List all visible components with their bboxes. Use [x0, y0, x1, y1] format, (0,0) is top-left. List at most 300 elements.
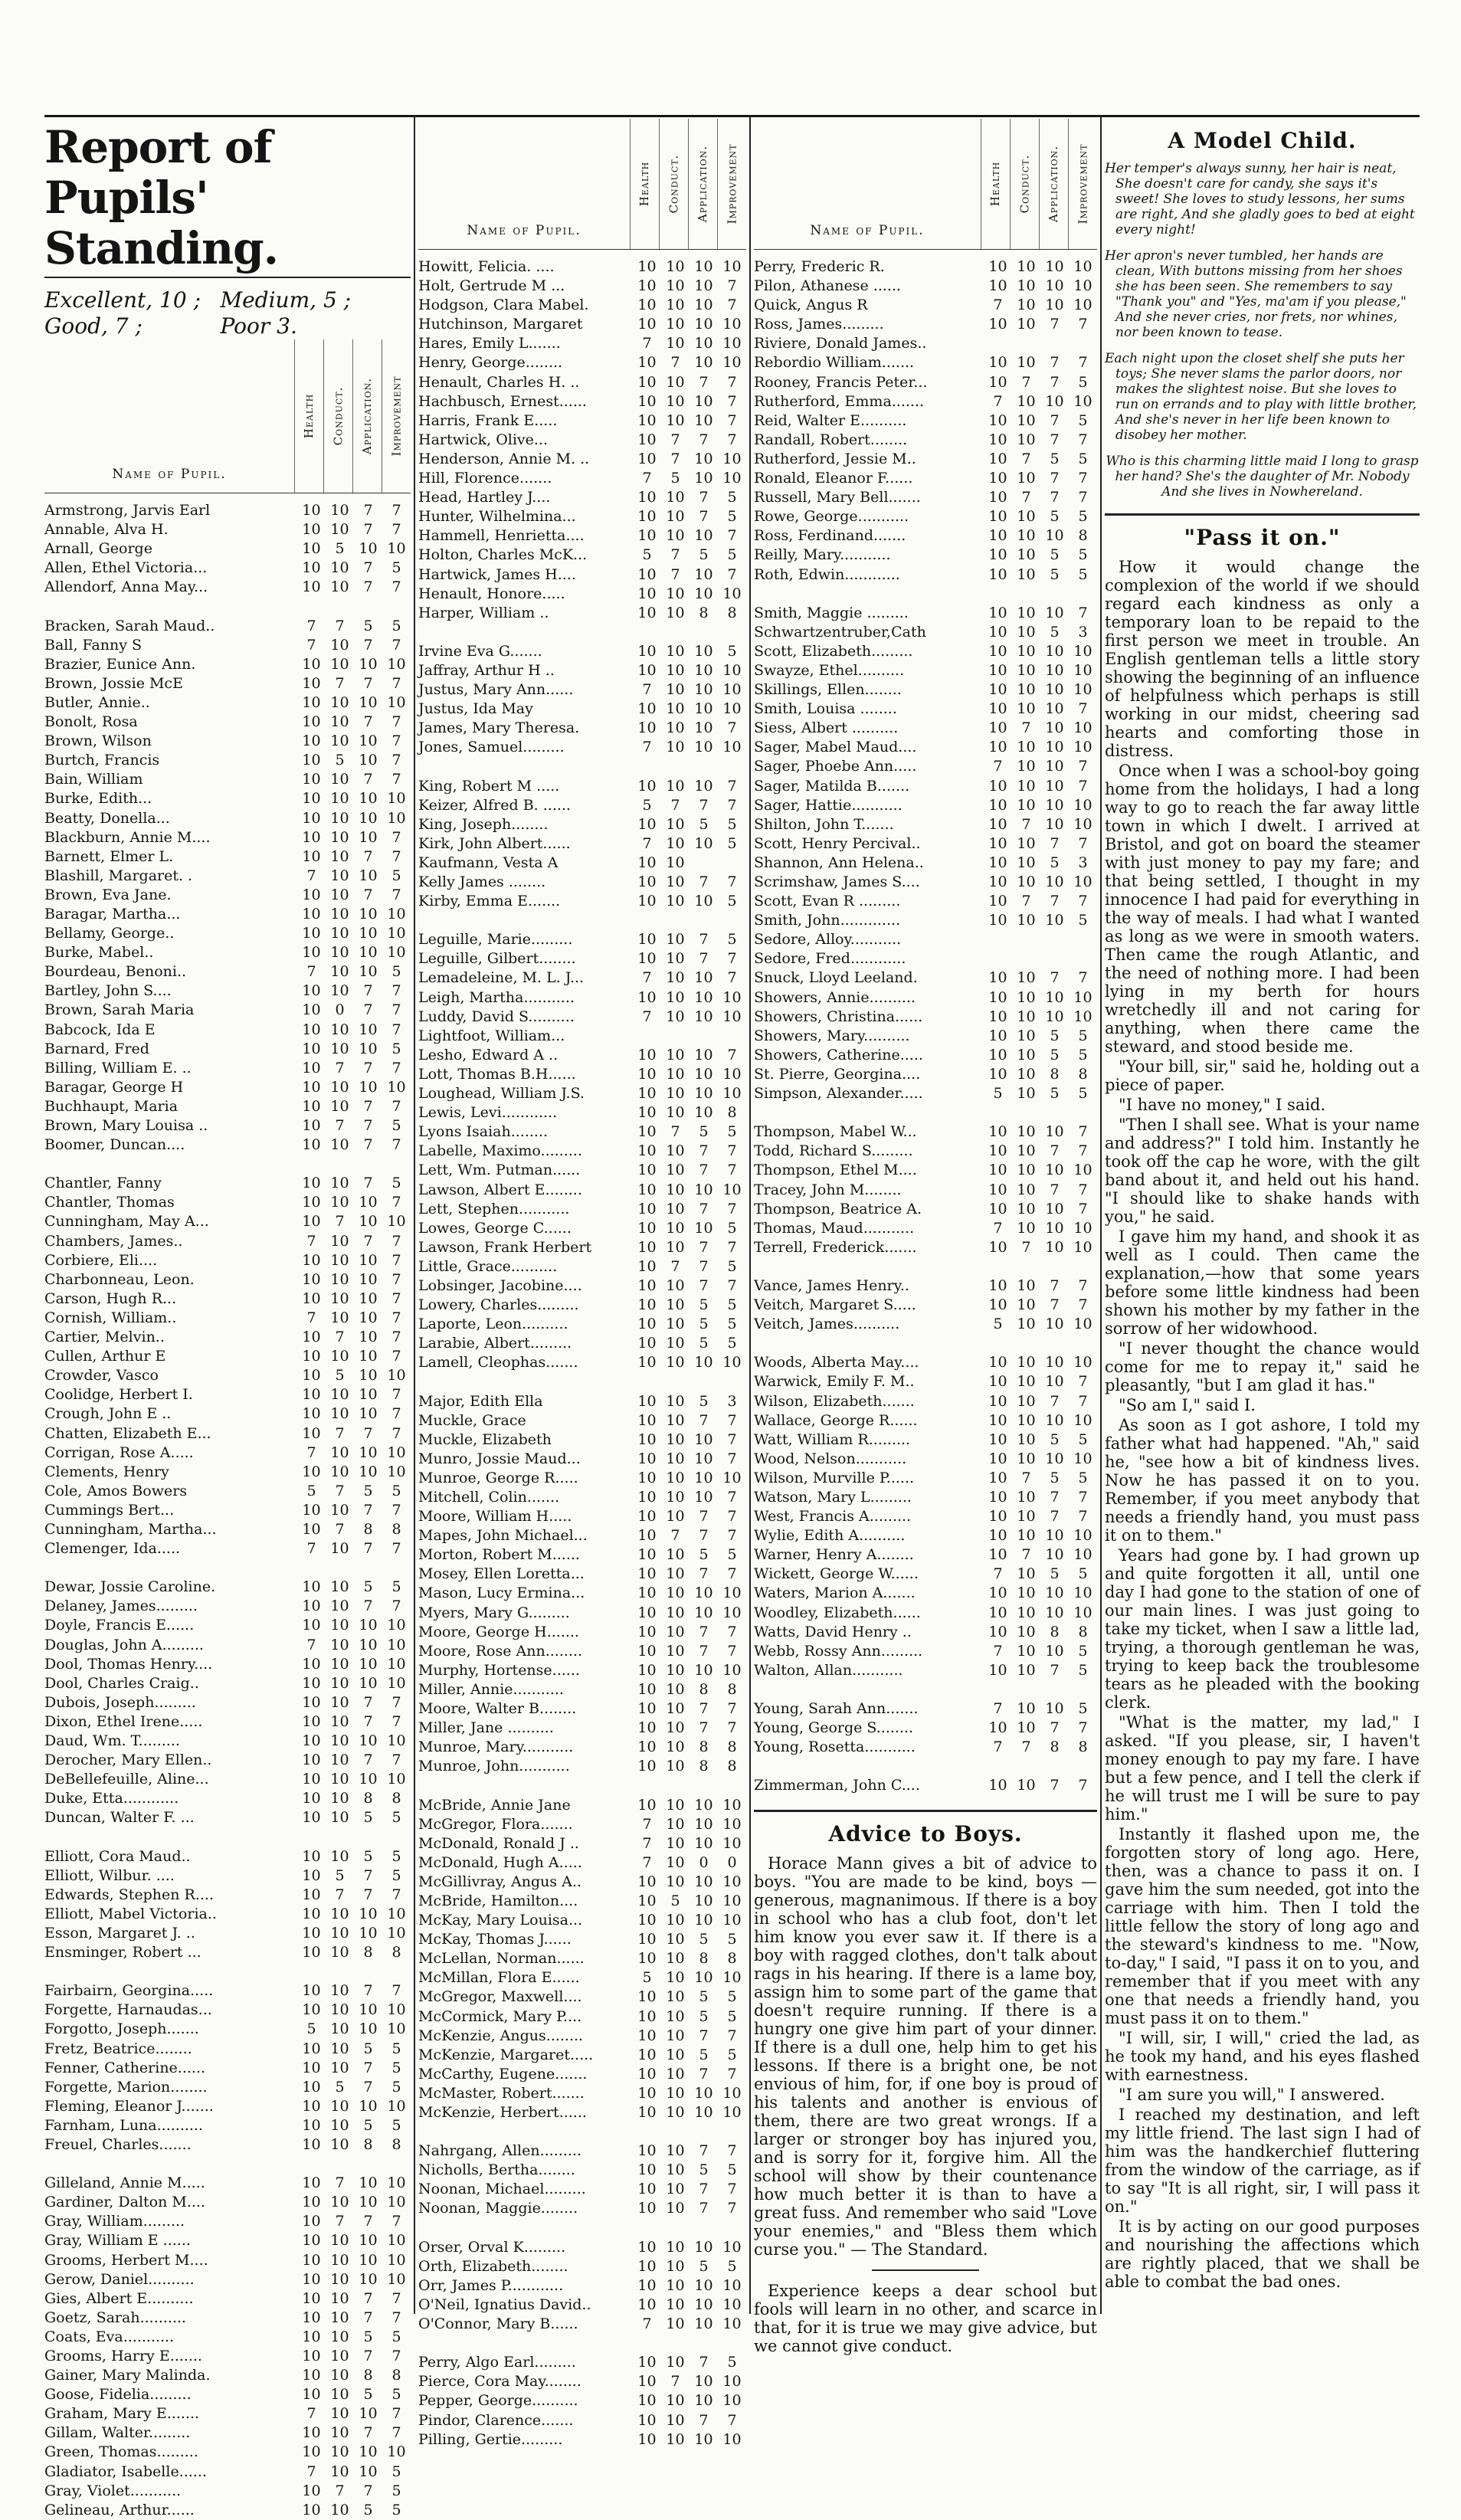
health-score: 10	[637, 1181, 657, 1198]
health-score: 10	[302, 1117, 321, 1134]
health-score: 7	[993, 1219, 1003, 1237]
conduct-score: 10	[1017, 1008, 1036, 1025]
pupil-name: Dool, Charles Craig..	[44, 1674, 199, 1692]
conduct-score: 10	[666, 1988, 685, 2006]
application-score: 10	[359, 1617, 378, 1634]
pass-it-on-body	[1105, 558, 1420, 2291]
improvement-score: 5	[1078, 1642, 1088, 1660]
pupil-row	[418, 2372, 746, 2391]
application-score: 8	[363, 1790, 373, 1807]
application-score: 5	[363, 2501, 373, 2518]
pupil-row	[754, 1161, 1097, 1180]
health-score: 10	[302, 1752, 321, 1769]
conduct-score: 7	[335, 2213, 345, 2230]
improvement-score: 8	[391, 1520, 401, 1538]
story-paragraph: It is by acting on our good purposes and nourishing the affections which are rightly placed, that we shall be able to combat the bad ones.	[1105, 2217, 1420, 2291]
improvement-score: 10	[722, 2084, 742, 2102]
improvement-score: 7	[727, 1046, 737, 1063]
pupil-name: Ensminger, Robert ...	[44, 1944, 201, 1961]
stories-column	[1105, 119, 1420, 2314]
conduct-score: 10	[666, 2084, 685, 2102]
spacer-row	[754, 585, 1097, 604]
pupil-name: McKenzie, Margaret.....	[418, 2046, 594, 2063]
pupil-row	[418, 1507, 746, 1526]
health-score: 10	[302, 1175, 321, 1192]
conduct-score: 10	[330, 2097, 349, 2115]
pupil-row	[44, 1732, 411, 1751]
pupil-row	[44, 539, 411, 559]
health-score: 10	[302, 2309, 321, 2326]
pupil-name: Fretz, Beatrice........	[44, 2040, 192, 2057]
application-score: 7	[1050, 1296, 1060, 1314]
column-divider	[749, 115, 751, 2314]
improvement-score: 10	[387, 655, 406, 673]
application-score: 5	[1050, 1430, 1060, 1448]
health-score: 10	[988, 1508, 1007, 1525]
conduct-score: 10	[1017, 1527, 1036, 1545]
pupil-row	[754, 450, 1097, 469]
conduct-score: 10	[666, 1834, 685, 1852]
pupil-name: Little, Grace..........	[418, 1257, 558, 1275]
conduct-score: 10	[330, 1021, 349, 1038]
application-score: 10	[359, 1674, 378, 1692]
conduct-score: 10	[330, 1636, 349, 1653]
conduct-score: 10	[330, 1097, 349, 1115]
health-score: 10	[637, 2257, 657, 2275]
health-score: 10	[637, 316, 657, 333]
conduct-score: 10	[1017, 681, 1036, 699]
conduct-score: 10	[1017, 1085, 1036, 1103]
conduct-score: 10	[330, 1578, 349, 1596]
improvement-score: 10	[1073, 1008, 1092, 1025]
improvement-score: 10	[1073, 297, 1092, 314]
application-score: 10	[694, 450, 713, 467]
application-score: 7	[1050, 1142, 1060, 1160]
application-score: 5	[699, 1988, 709, 2006]
improvement-score: 7	[1078, 1181, 1088, 1198]
pupil-name: Wilson, Elizabeth.......	[754, 1392, 915, 1410]
improvement-score: 7	[391, 1001, 401, 1019]
pupil-row	[754, 1276, 1097, 1296]
pupil-row	[754, 392, 1097, 411]
pupil-name: Thomas, Maud...........	[754, 1219, 915, 1237]
improvement-score: 10	[1073, 1354, 1092, 1371]
application-score: 10	[1045, 1700, 1064, 1718]
health-score: 10	[988, 1450, 1007, 1467]
poem-stanza: Her temper's always sunny, her hair is neat, She doesn't care for candy, she says it's sweet! She loves to study lessons, her sums are right, And she gladly goes to bed at eight every night!	[1105, 161, 1415, 238]
improvement-score: 7	[727, 373, 737, 391]
conduct-score: 10	[1017, 1450, 1036, 1467]
improvement-score: 7	[391, 847, 401, 865]
application-score: 10	[1045, 1123, 1064, 1141]
conduct-score: 10	[330, 578, 349, 596]
pupil-row	[418, 1545, 746, 1565]
application-score: 5	[1050, 450, 1060, 467]
application-score: 10	[694, 834, 713, 852]
application-score: 7	[363, 886, 373, 903]
pupil-name: Dubois, Joseph.........	[44, 1693, 196, 1711]
pupil-name: Ross, Ferdinand.......	[754, 527, 906, 545]
conduct-score: 10	[666, 661, 685, 679]
pupil-row	[44, 1539, 411, 1558]
health-score: 10	[988, 661, 1007, 679]
pupil-row	[754, 1545, 1097, 1565]
application-score: 7	[699, 1642, 709, 1660]
improvement-score: 10	[722, 661, 742, 679]
application-score: 10	[1045, 392, 1064, 410]
conduct-score: 10	[330, 636, 349, 654]
health-score: 10	[302, 771, 321, 788]
health-score: 10	[637, 392, 657, 410]
improvement-score: 10	[722, 2238, 742, 2256]
conduct-score: 10	[330, 1847, 349, 1865]
conduct-score: 10	[1017, 700, 1036, 718]
improvement-score: 7	[1078, 700, 1088, 718]
application-score: 10	[694, 258, 713, 275]
improvement-score: 10	[722, 470, 742, 487]
application-score: 5	[363, 1578, 373, 1596]
conduct-score: 10	[330, 905, 349, 922]
improvement-score: 7	[727, 1700, 737, 1718]
improvement-score: 7	[1078, 1200, 1088, 1217]
pupil-name: Pierce, Cora May........	[418, 2373, 581, 2391]
improvement-score: 8	[727, 1738, 737, 1756]
pupil-list	[418, 257, 746, 2450]
pupil-row	[418, 1122, 746, 1142]
pupil-row	[754, 526, 1097, 546]
health-score: 7	[993, 758, 1003, 775]
pupil-row	[44, 1693, 411, 1712]
pupil-row	[754, 565, 1097, 585]
application-score: 10	[359, 1040, 378, 1057]
health-score: 10	[988, 277, 1007, 295]
table-header	[754, 119, 1097, 250]
health-score: 10	[302, 2135, 321, 2153]
pupil-row	[418, 719, 746, 738]
pupil-row	[44, 1712, 411, 1732]
pupil-name: Cullen, Arthur E	[44, 1348, 166, 1365]
pupil-row	[44, 924, 411, 943]
conduct-score: 10	[1017, 1584, 1036, 1602]
legend-poor: Poor 3.	[220, 313, 297, 339]
improvement-score: 7	[391, 674, 401, 692]
conduct-score: 7	[335, 1117, 345, 1134]
pupil-name: Wilson, Murville P......	[754, 1469, 915, 1486]
improvement-score: 7	[391, 1424, 401, 1442]
pupil-row	[44, 905, 411, 924]
pupil-name: Riviere, Donald James..	[754, 335, 927, 352]
application-score: 7	[699, 1276, 709, 1294]
conduct-score: 10	[330, 732, 349, 750]
conduct-score: 10	[666, 1354, 685, 1371]
health-score: 10	[302, 2270, 321, 2288]
table-header	[418, 119, 746, 250]
application-score: 10	[694, 1834, 713, 1852]
pupil-row	[754, 796, 1097, 815]
health-score: 10	[637, 2007, 657, 2025]
application-score: 10	[359, 944, 378, 962]
improvement-score: 7	[391, 1059, 401, 1076]
conduct-score: 10	[1017, 1489, 1036, 1506]
improvement-score: 8	[727, 1950, 737, 1968]
conduct-score: 10	[330, 559, 349, 577]
application-score: 10	[359, 1213, 378, 1231]
improvement-score: 5	[1078, 1565, 1088, 1583]
pupil-row	[418, 815, 746, 834]
improvement-score: 5	[391, 2059, 401, 2076]
conduct-score: 7	[1021, 1546, 1031, 1564]
advice-note-paragraph: Experience keeps a dear school but fools will learn in no other, and scarce in that, for it is true we may give advice, but we cannot give conduct.	[754, 2281, 1097, 2355]
health-score: 10	[637, 1680, 657, 1698]
pupil-name: Thompson, Beatrice A.	[754, 1200, 922, 1217]
conduct-score: 10	[666, 1700, 685, 1718]
improvement-score: 10	[1073, 739, 1092, 756]
pupil-row	[754, 911, 1097, 930]
health-score: 10	[302, 1001, 321, 1019]
improvement-score: 7	[391, 1232, 401, 1250]
pupil-name: Harris, Frank E.....	[418, 411, 558, 429]
conduct-score: 10	[1017, 1046, 1036, 1063]
health-score: 10	[988, 1527, 1007, 1545]
health-score: 10	[988, 642, 1007, 660]
improvement-score: 5	[391, 2482, 401, 2499]
pupil-row	[418, 296, 746, 315]
application-score: 7	[1050, 431, 1060, 448]
health-score: 10	[988, 604, 1007, 621]
health-score: 10	[302, 1655, 321, 1673]
health-score: 10	[637, 277, 657, 295]
improvement-score: 5	[727, 1546, 737, 1564]
pupil-row	[418, 1008, 746, 1027]
pupil-row	[754, 1469, 1097, 1488]
improvement-score: 10	[387, 809, 406, 827]
application-score: 7	[699, 2411, 709, 2429]
conduct-score: 10	[666, 2257, 685, 2275]
conduct-score: 10	[666, 2046, 685, 2063]
pupil-row	[418, 392, 746, 411]
story-paragraph: "I will, sir, I will," cried the lad, as he took my hand, and his eyes flashed with earnestness.	[1105, 2029, 1420, 2084]
application-score: 10	[359, 1348, 378, 1365]
conduct-score: 10	[330, 1270, 349, 1288]
pupil-name: Elliott, Mabel Victoria..	[44, 1905, 217, 1922]
pupil-name: Gray, Violet...........	[44, 2482, 182, 2499]
health-score: 10	[637, 1988, 657, 2006]
conduct-score: 7	[335, 1520, 345, 1538]
application-score: 7	[1050, 470, 1060, 487]
improvement-score: 7	[727, 411, 737, 429]
pupil-row	[418, 2103, 746, 2122]
application-score: 7	[363, 2482, 373, 2499]
improvement-score: 5	[727, 546, 737, 564]
pupil-name: Moore, William H.....	[418, 1508, 572, 1525]
application-score: 5	[699, 2161, 709, 2179]
spacer-row	[754, 1757, 1097, 1776]
conduct-score: 10	[1017, 969, 1036, 987]
improvement-score: 7	[391, 2213, 401, 2230]
improvement-score: 7	[391, 1405, 401, 1423]
health-score: 10	[302, 1866, 321, 1884]
pupil-name: Wallace, George R......	[754, 1411, 918, 1429]
pupil-name: Smith, John.............	[754, 912, 901, 929]
pupil-row	[418, 1642, 746, 1661]
health-score: 10	[988, 1008, 1007, 1025]
pupil-row	[418, 968, 746, 988]
conduct-score: 10	[666, 2007, 685, 2025]
pupil-name: Sager, Phoebe Ann.....	[754, 758, 917, 775]
health-score: 5	[993, 1085, 1003, 1103]
pupil-row	[754, 334, 1097, 353]
pupil-name: King, Robert M .....	[418, 777, 560, 795]
pupil-name: Orth, Elizabeth........	[418, 2257, 568, 2275]
pupil-name: McDonald, Hugh A.....	[418, 1853, 582, 1871]
conduct-score: 10	[330, 2328, 349, 2345]
pupil-row	[754, 873, 1097, 892]
conduct-score: 10	[666, 2104, 685, 2121]
application-score: 5	[1050, 508, 1060, 526]
improvement-score: 5	[1078, 373, 1088, 391]
pupil-row	[44, 2463, 411, 2482]
health-score: 10	[988, 1777, 1007, 1794]
pupil-name: Butler, Annie..	[44, 693, 150, 711]
pupil-row	[418, 488, 746, 507]
health-score: 10	[302, 828, 321, 846]
pupil-row	[44, 2135, 411, 2155]
pupil-row	[44, 1097, 411, 1116]
improvement-score: 5	[391, 1175, 401, 1192]
pupil-name: Lemadeleine, M. L. J...	[418, 969, 585, 987]
pupil-name: Chambers, James..	[44, 1232, 183, 1250]
application-score: 7	[1050, 1777, 1060, 1794]
pupil-row	[418, 680, 746, 700]
pupil-row	[754, 1450, 1097, 1469]
health-score: 10	[637, 2238, 657, 2256]
pupil-row	[754, 854, 1097, 873]
improvement-score: 10	[722, 1661, 742, 1679]
pupil-row	[44, 1385, 411, 1404]
application-score: 7	[699, 2027, 709, 2044]
story-paragraph: "What is the matter, my lad," I asked. "If you please, sir, I haven't money enough to pay my fare. I have but a few pence, and I tell the clerk if he will trust me I will be sure to pay him."	[1105, 1713, 1420, 1824]
health-score: 10	[988, 739, 1007, 756]
conduct-score: 10	[330, 1982, 349, 2000]
pupil-row	[754, 892, 1097, 911]
pupil-name: Reilly, Mary...........	[754, 546, 891, 564]
pupil-row	[418, 2007, 746, 2027]
pupil-name: Major, Edith Ella	[418, 1392, 543, 1410]
spacer-row	[418, 2122, 746, 2142]
pupil-name: Burke, Mabel..	[44, 944, 154, 962]
application-score: 8	[699, 604, 709, 621]
improvement-score: 10	[1073, 392, 1092, 410]
improvement-score: 10	[722, 1181, 742, 1198]
pupil-row	[44, 2270, 411, 2289]
pupil-name: Kelly James ........	[418, 873, 546, 890]
improvement-score: 7	[1078, 777, 1088, 795]
improvement-score: 5	[727, 642, 737, 660]
pupil-name: Bartley, John S....	[44, 982, 172, 1000]
application-score: 7	[1050, 1661, 1060, 1679]
improvement-score: 7	[727, 431, 737, 448]
health-score: 10	[302, 1021, 321, 1038]
improvement-score: 10	[387, 1636, 406, 1653]
pupil-name: Pilon, Athanese ......	[754, 277, 902, 295]
improvement-score: 10	[722, 988, 742, 1006]
application-score: 10	[1045, 777, 1064, 795]
improvement-score: 7	[391, 2289, 401, 2307]
pupil-name: Swayze, Ethel..........	[754, 661, 905, 679]
pupil-row	[44, 1520, 411, 1539]
health-score: 5	[642, 1969, 652, 1987]
improvement-score: 7	[391, 2309, 401, 2326]
health-score: 10	[637, 1931, 657, 1948]
pupil-name: Gillam, Walter.........	[44, 2424, 191, 2442]
conduct-score: 10	[666, 1142, 685, 1160]
pupil-row	[754, 930, 1097, 949]
improvement-score: 7	[727, 1508, 737, 1525]
improvement-score: 10	[722, 258, 742, 275]
pupil-row	[44, 1655, 411, 1674]
conduct-score: 10	[666, 392, 685, 410]
conduct-score: 10	[330, 1194, 349, 1211]
pupil-name: Chatten, Elizabeth E...	[44, 1424, 211, 1442]
health-score: 7	[642, 681, 652, 699]
improvement-score: 5	[1078, 1085, 1088, 1103]
pupil-name: Mason, Lucy Ermina...	[418, 1584, 585, 1602]
application-score: 10	[694, 1969, 713, 1987]
pupil-name: Moore, Walter B........	[418, 1700, 577, 1718]
pupil-name: Showers, Annie..........	[754, 988, 916, 1006]
application-score: 5	[363, 1847, 373, 1865]
conduct-score: 10	[330, 925, 349, 942]
health-score: 10	[302, 502, 321, 519]
pupil-name: Lawson, Albert E........	[418, 1181, 582, 1198]
pupil-name: Sager, Mabel Maud....	[754, 739, 917, 756]
application-score: 10	[694, 2392, 713, 2410]
application-score: 7	[1050, 354, 1060, 372]
application-score: 10	[694, 1661, 713, 1679]
application-score: 10	[694, 1046, 713, 1063]
conduct-score: 10	[330, 2367, 349, 2384]
pupil-name: Baragar, Martha...	[44, 905, 181, 922]
improvement-score: 7	[1078, 1719, 1088, 1737]
pupil-row	[44, 636, 411, 655]
application-score: 7	[363, 521, 373, 539]
pupil-name: Cummings Bert...	[44, 1501, 175, 1519]
pupil-name: Skillings, Ellen........	[754, 681, 902, 699]
application-score: 10	[1045, 1546, 1064, 1564]
improvement-score: 5	[727, 893, 737, 910]
conduct-score: 10	[666, 489, 685, 506]
health-score: 10	[637, 1508, 657, 1525]
improvement-score: 7	[391, 1348, 401, 1365]
conduct-score: 10	[666, 604, 685, 621]
pupil-name: Schwartzentruber,Cath	[754, 623, 926, 641]
conduct-score: 10	[666, 1604, 685, 1621]
conduct-score: 10	[330, 1309, 349, 1326]
application-score: 10	[1045, 1008, 1064, 1025]
pupil-row	[44, 867, 411, 886]
pupil-row	[44, 943, 411, 962]
conduct-score: 10	[666, 2142, 685, 2160]
pupil-row	[44, 1404, 411, 1424]
conduct-score: 10	[1017, 431, 1036, 448]
improvement-score: 10	[722, 585, 742, 602]
application-score: 10	[694, 2296, 713, 2313]
pupil-row	[418, 1469, 746, 1488]
health-score: 10	[637, 450, 657, 467]
pupil-row	[418, 1911, 746, 1930]
improvement-score: 7	[727, 2142, 737, 2160]
conduct-score: 10	[666, 1065, 685, 1083]
